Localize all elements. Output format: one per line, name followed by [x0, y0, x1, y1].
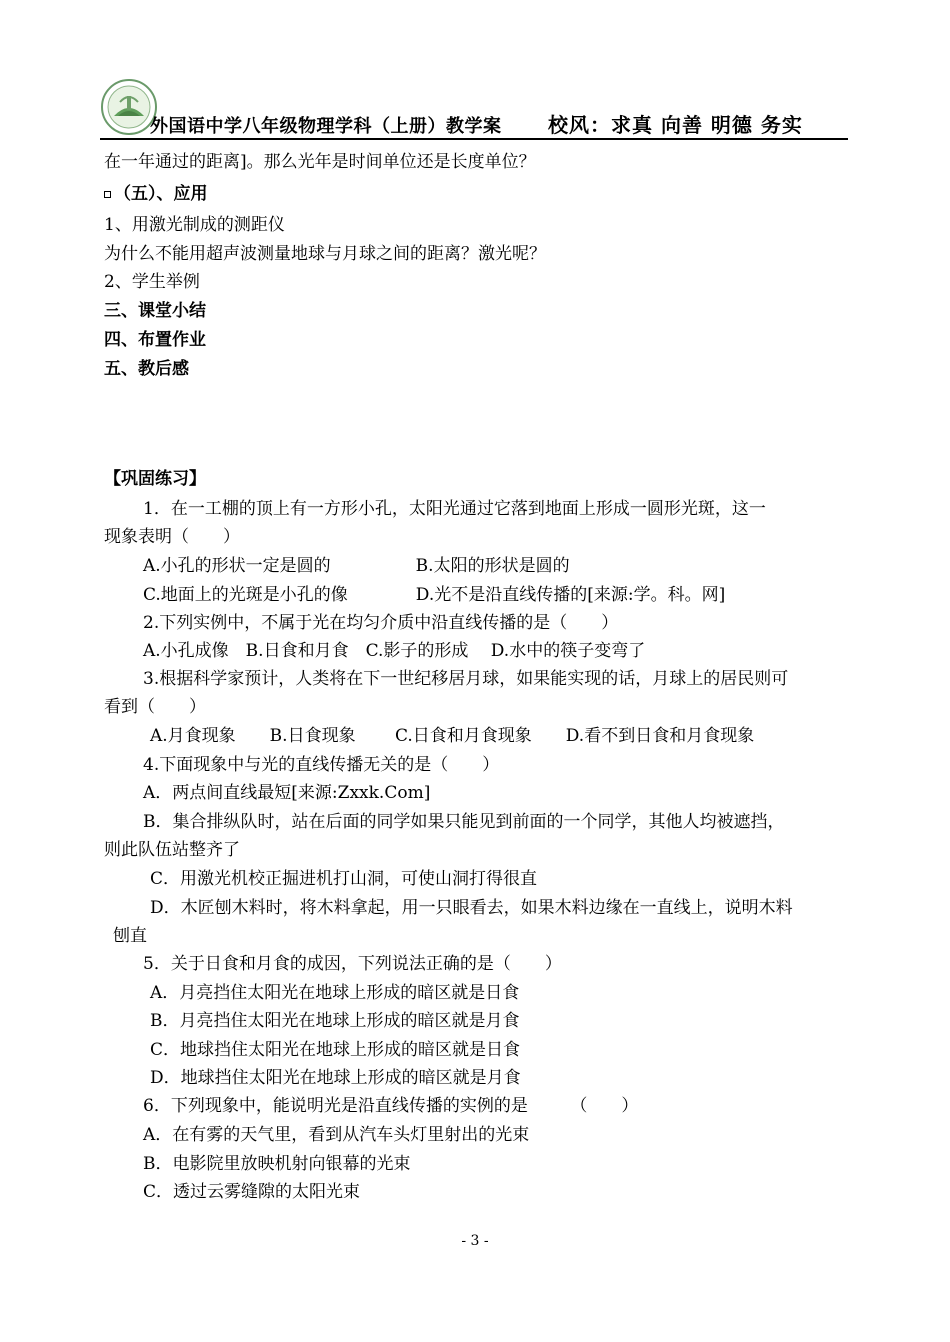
- option-line: A．两点间直线最短[来源:Zxxk.Com]: [143, 783, 431, 803]
- option-line: B．电影院里放映机射向银幕的光束: [143, 1154, 411, 1174]
- section-heading: 五、教后感: [104, 359, 189, 379]
- option-line: B．集合排纵队时，站在后面的同学如果只能见到前面的一个同学，其他人均被遮挡，: [143, 812, 785, 832]
- section-heading: 四、布置作业: [104, 330, 206, 350]
- text-line: 2、学生举例: [104, 272, 200, 292]
- section-heading: 三、课堂小结: [104, 301, 206, 321]
- option-line: A.月食现象 B.日食现象 C.日食和月食现象 D.看不到日食和月食现象: [150, 726, 755, 746]
- text-line: 为什么不能用超声波测量地球与月球之间的距离？激光呢？: [104, 244, 546, 264]
- option-line: C．用激光机校正掘进机打山洞，可使山洞打得很直: [150, 869, 538, 889]
- question-line: 6．下列现象中，能说明光是沿直线传播的实例的是 （ ）: [143, 1096, 639, 1116]
- option-line: A.小孔的形状一定是圆的 B.太阳的形状是圆的: [143, 556, 570, 576]
- question-line: 看到（ ）: [104, 697, 206, 717]
- option-line: D．木匠刨木料时，将木料拿起，用一只眼看去，如果木料边缘在一直线上，说明木料: [150, 898, 793, 918]
- page-header: [100, 78, 848, 140]
- question-line: 5．关于日食和月食的成因，下列说法正确的是（ ）: [143, 954, 562, 974]
- exercise-heading: 【巩固练习】: [104, 469, 206, 489]
- question-line: 现象表明（ ）: [104, 527, 240, 547]
- section-heading: （五）、应用: [104, 183, 208, 205]
- option-line: 刨直: [113, 926, 147, 946]
- option-line: B．月亮挡住太阳光在地球上形成的暗区就是月食: [150, 1011, 520, 1031]
- option-line: C.地面上的光斑是小孔的像 D.光不是沿直线传播的[来源:学。科。网]: [143, 585, 726, 605]
- option-line: A.小孔成像 B.日食和月食 C.影子的形成 D.水中的筷子变弯了: [143, 641, 646, 661]
- school-motto: 校风：求真 向善 明德 务实: [548, 113, 803, 137]
- option-line: C．地球挡住太阳光在地球上形成的暗区就是日食: [150, 1040, 521, 1060]
- option-line: C．透过云雾缝隙的太阳光束: [143, 1182, 361, 1202]
- option-line: 则此队伍站整齐了: [104, 840, 240, 860]
- page-number: - 3 -: [461, 1233, 489, 1249]
- text-line: 1、用激光制成的测距仪: [104, 215, 285, 235]
- option-line: D．地球挡住太阳光在地球上形成的暗区就是月食: [150, 1068, 521, 1088]
- option-line: A．月亮挡住太阳光在地球上形成的暗区就是日食: [150, 983, 520, 1003]
- option-line: A．在有雾的天气里，看到从汽车头灯里射出的光束: [143, 1125, 530, 1145]
- question-line: 2.下列实例中，不属于光在均匀介质中沿直线传播的是（ ）: [143, 613, 619, 633]
- header-title: 外国语中学八年级物理学科（上册）教学案: [150, 116, 502, 137]
- bullet-icon: [104, 191, 111, 198]
- question-line: 1．在一工棚的顶上有一方形小孔，太阳光通过它落到地面上形成一圆形光斑，这一: [143, 499, 766, 519]
- text-line: 在一年通过的距离]。那么光年是时间单位还是长度单位？: [104, 152, 536, 172]
- question-line: 4.下面现象中与光的直线传播无关的是（ ）: [143, 755, 500, 775]
- question-line: 3.根据科学家预计，人类将在下一世纪移居月球，如果能实现的话，月球上的居民则可: [143, 669, 789, 689]
- header-divider: [100, 138, 848, 140]
